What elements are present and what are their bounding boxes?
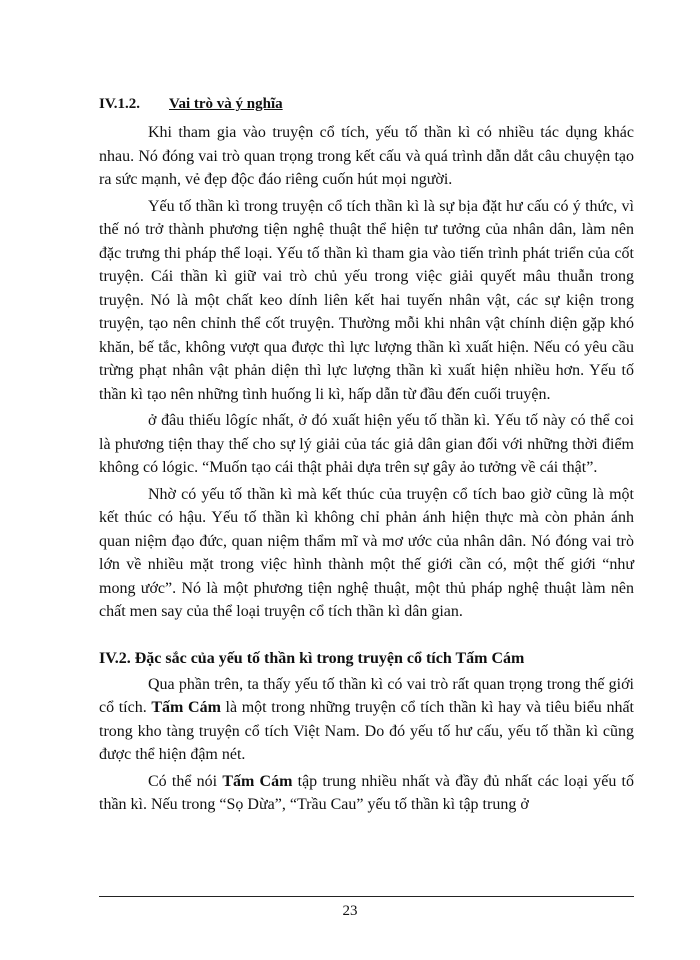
section-heading xyxy=(99,92,634,117)
section-number: IV.1.2. xyxy=(99,96,140,112)
text-run: là một trong những truyện cổ tích thần kì hay và tiêu biểu nhất trong kho tàng truyện cổ tích Việt Nam. Do đó yếu tố hư cấu, yếu tố thần kì cũng được thể hiện đậm nét. xyxy=(99,699,634,763)
paragraph: Khi tham gia vào truyện cổ tích, yếu tố thần kì có nhiều tác dụng khác nhau. Nó đóng vai trò quan trọng trong kết cấu và quá trình dẫn dắt câu chuyện tạo ra sức mạnh, vẻ đẹp độc đáo riêng cuốn hút mọi người. xyxy=(99,124,634,188)
page-number: 23 xyxy=(342,903,358,919)
paragraph: Yếu tố thần kì trong truyện cổ tích thần kì là sự bịa đặt hư cấu có ý thức, vì thế nó trở thành phương tiện nghệ thuật thể hiện tư tưởng của nhân dân, làm nên đặc trưng thi pháp thể loại. Yếu tố thần kì tham gia vào tiến trình phát triển của cốt truyện. Cái thần kì giữ vai trò chủ yếu trong việc giải quyết mâu thuẫn trong truyện. Nó là một chất keo dính liên kết hai tuyến nhân vật, các sự kiện trong truyện, tạo nên chỉnh thể cốt truyện. Thường mỗi khi nhân vật chính diện gặp khó khăn, bế tắc, không vượt qua được thì lực lượng thần kì xuất hiện. Nếu có yêu cầu trừng phạt nhân vật phản diện thì lực lượng thần kì xuất hiện nhiều hơn. Yếu tố thần kì tạo nên những tình huống li kì, hấp dẫn từ đầu đến cuối truyện. xyxy=(99,197,634,403)
story-title-bold: Tấm Cám xyxy=(151,699,221,716)
section-title: Vai trò và ý nghĩa xyxy=(169,96,283,112)
footer-divider xyxy=(99,896,634,897)
story-title-bold: Tấm Cám xyxy=(222,772,293,790)
paragraph: ở đâu thiếu lôgíc nhất, ở đó xuất hiện yếu tố thần kì. Yếu tố này có thể coi là phương tiện thay thế cho sự lý giải của tác giả dân gian đối với những thời điểm không có lógic. “Muốn tạo cái thật phải dựa trên sự gây ảo tưởng về cái thật”. xyxy=(99,412,634,476)
paragraph xyxy=(99,770,634,817)
text-run: Qua phần trên, ta thấy yếu tố thần kì có vai trò rất quan trọng trong thế giới cổ tích. xyxy=(99,675,634,716)
document-page xyxy=(99,92,634,820)
paragraph: Nhờ có yếu tố thần kì mà kết thúc của truyện cổ tích bao giờ cũng là một kết thúc có hậu. Yếu tố thần kì không chỉ phản ánh hiện thực mà còn phản ánh quan niệm đạo đức, quan niệm thẩm mĩ và mơ ước của nhân dân. Nó đóng vai trò lớn về nhiều mặt trong việc hình thành một thế giới cần có, một thế giới “như mong ước”. Nó là một phương tiện nghệ thuật, một thủ pháp nghệ thuật làm nên chất men say của thể loại truyện cổ tích thần kì dân gian. xyxy=(99,485,634,620)
section-2-heading: IV.2. Đặc sắc của yếu tố thần kì trong truyện cổ tích Tấm Cám xyxy=(99,649,525,667)
text-run: tập trung nhiều nhất và đầy đủ nhất các loại yếu tố thần kì. Nếu trong “Sọ Dừa”, “Trầu Cau” yếu tố thần kì tập trung ở xyxy=(99,772,634,813)
text-run: Có thể nói xyxy=(148,772,223,790)
paragraph xyxy=(99,673,634,767)
